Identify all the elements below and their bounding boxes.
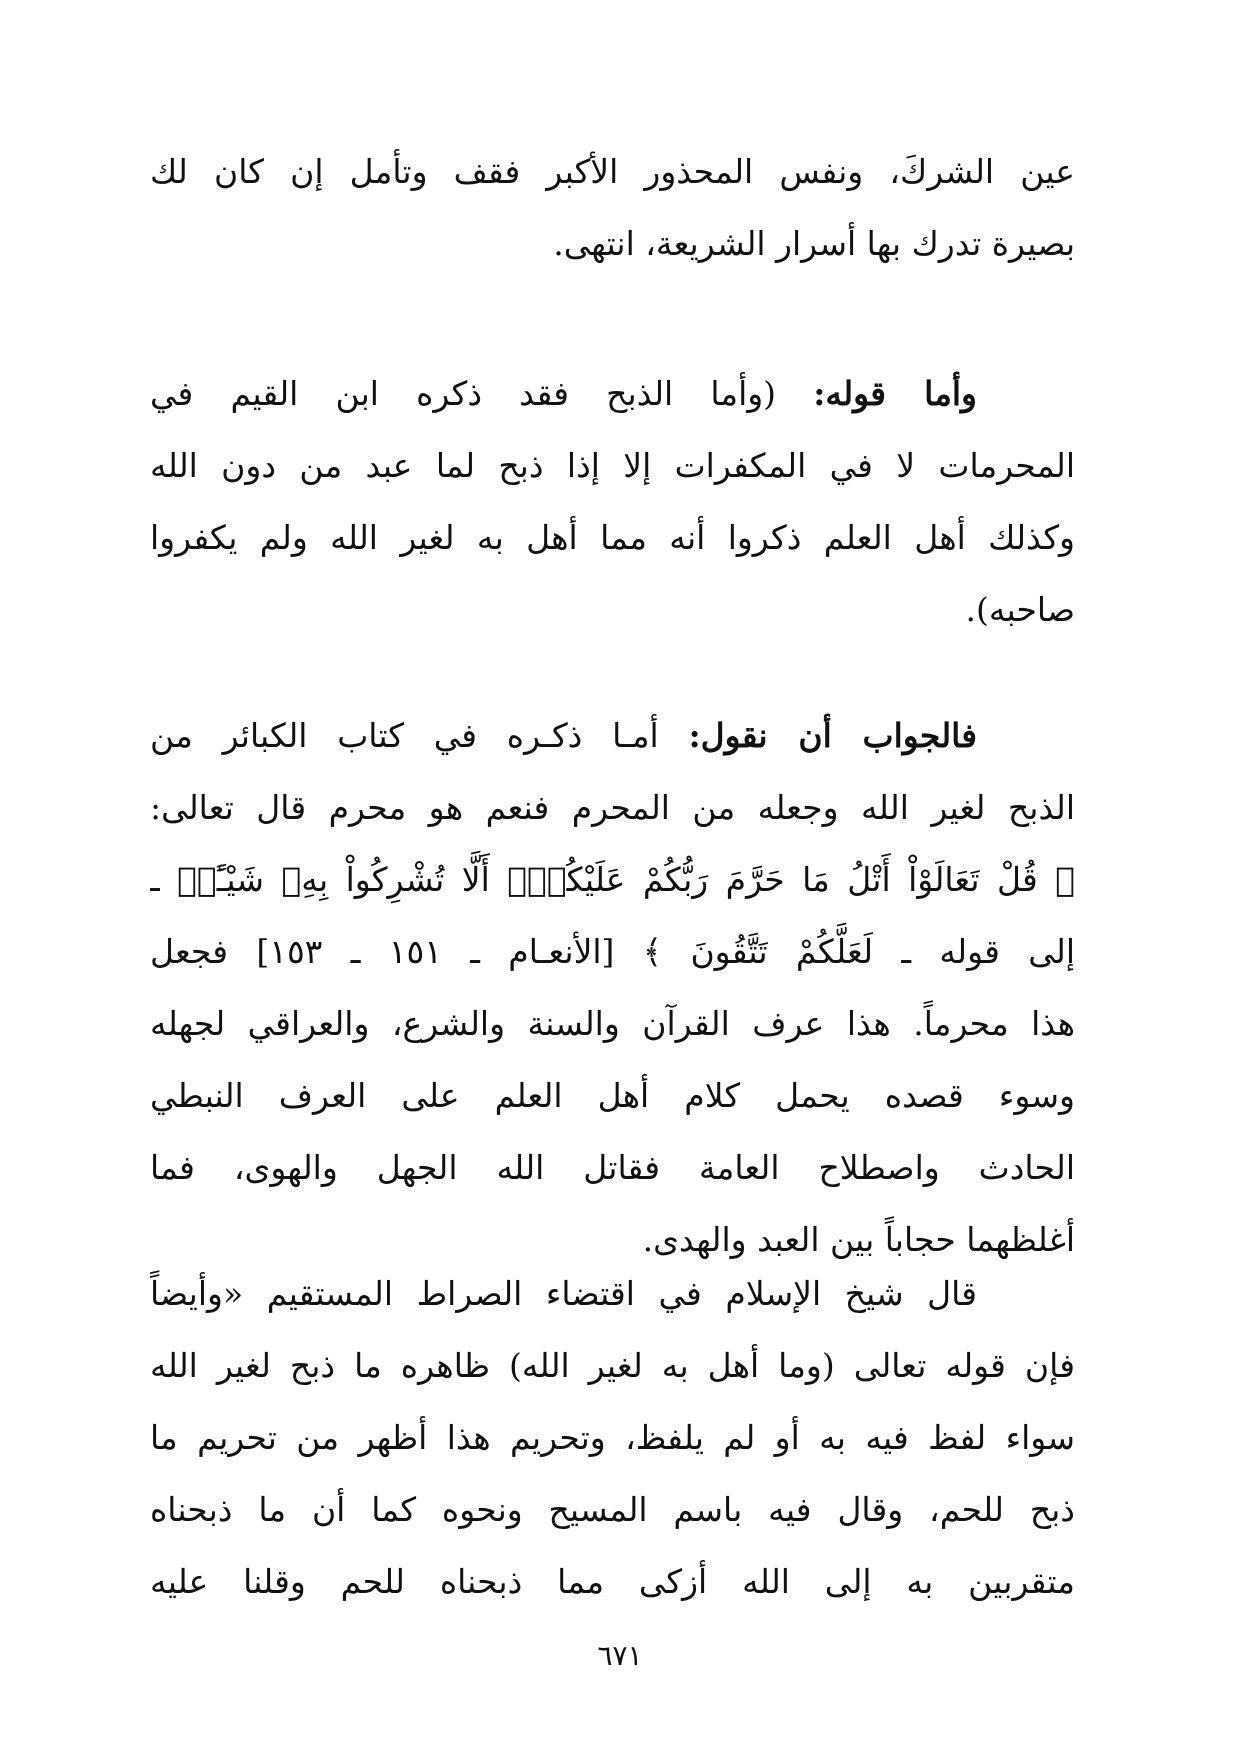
- paragraph-1-line-1: عين الشركَ، ونفس المحذور الأكبر فقف وتأمل إن كان لك: [150, 152, 1075, 191]
- paragraph-4-line-5: متقربين به إلى الله أزكى مما ذبحناه للحم وقلنا عليه: [150, 1562, 1075, 1601]
- paragraph-2: [150, 358, 1075, 646]
- paragraph-4-line-3: سواء لفظ فيه به أو لم يلفظ، وتحريم هذا أظهر من تحريم ما: [150, 1418, 1075, 1457]
- paragraph-1-line-2: بصيرة تدرك بها أسرار الشريعة، انتهى.: [553, 224, 1075, 263]
- page-number: ٦٧١: [597, 1639, 643, 1672]
- paragraph-1: [150, 136, 1075, 280]
- paragraph-2-line-1: [150, 358, 1075, 430]
- paragraph-3-line-8: أغلظهما حجاباً بين العبد والهدى.: [642, 1220, 1075, 1259]
- paragraph-2-line-2: المحرمات لا في المكفرات إلا إذا ذبح لما عبد من دون الله: [150, 446, 1075, 485]
- paragraph-3-line-5: هذا محرماً. هذا عرف القرآن والسنة والشرع، والعراقي لجهله: [150, 1004, 1075, 1043]
- paragraph-2-lead: وأما قوله:: [813, 374, 977, 413]
- paragraph-4-line-2: فإن قوله تعالى (وما أهل به لغير الله) ظاهره ما ذبح لغير الله: [150, 1346, 1075, 1385]
- paragraph-3-line-6: وسوء قصده يحمل كلام أهل العلم على العرف النبطي: [150, 1076, 1075, 1115]
- paragraph-4: [150, 1258, 1075, 1618]
- paragraph-4-line-1: قال شيخ الإسلام في اقتضاء الصراط المستقيم «وأيضاً: [150, 1274, 977, 1313]
- paragraph-3: [150, 700, 1075, 1276]
- quran-verse-line-1: ﴿ قُلْ تَعَالَوْاْ أَتْلُ مَا حَرَّمَ رَبُّكُمْ عَلَيْكُمْۖ أَلَّا تُشْرِكُواْ بِهِۦ شَيْـًٔاۖ ـ: [150, 860, 1075, 899]
- paragraph-2-line-1-text: (وأما الذبح فقد ذكره ابن القيم في: [150, 374, 814, 413]
- paragraph-2-line-4: صاحبه).: [965, 590, 1075, 629]
- quran-verse-line-2: إلى قوله ـ لَعَلَّكُمْ تَتَّقُونَ ﴾ [الأنعـام ـ ١٥١ ـ ١٥٣] فجعل: [150, 932, 1075, 971]
- paragraph-3-lead: فالجواب أن نقول:: [688, 716, 977, 755]
- paragraph-3-line-2: الذبح لغير الله وجعله من المحرم فنعم هو محرم قال تعالى:: [150, 788, 1075, 827]
- paragraph-4-line-4: ذبح للحم، وقال فيه باسم المسيح ونحوه كما أن ما ذبحناه: [150, 1490, 1075, 1529]
- paragraph-3-line-7: الحادث واصطلاح العامة فقاتل الله الجهل والهوى، فما: [150, 1148, 1075, 1187]
- paragraph-2-line-3: وكذلك أهل العلم ذكروا أنه مما أهل به لغير الله ولم يكفروا: [150, 518, 1075, 557]
- paragraph-3-line-1: [150, 700, 1075, 772]
- paragraph-3-line-1-text: أمـا ذكـره في كتاب الكبائر من: [150, 716, 689, 755]
